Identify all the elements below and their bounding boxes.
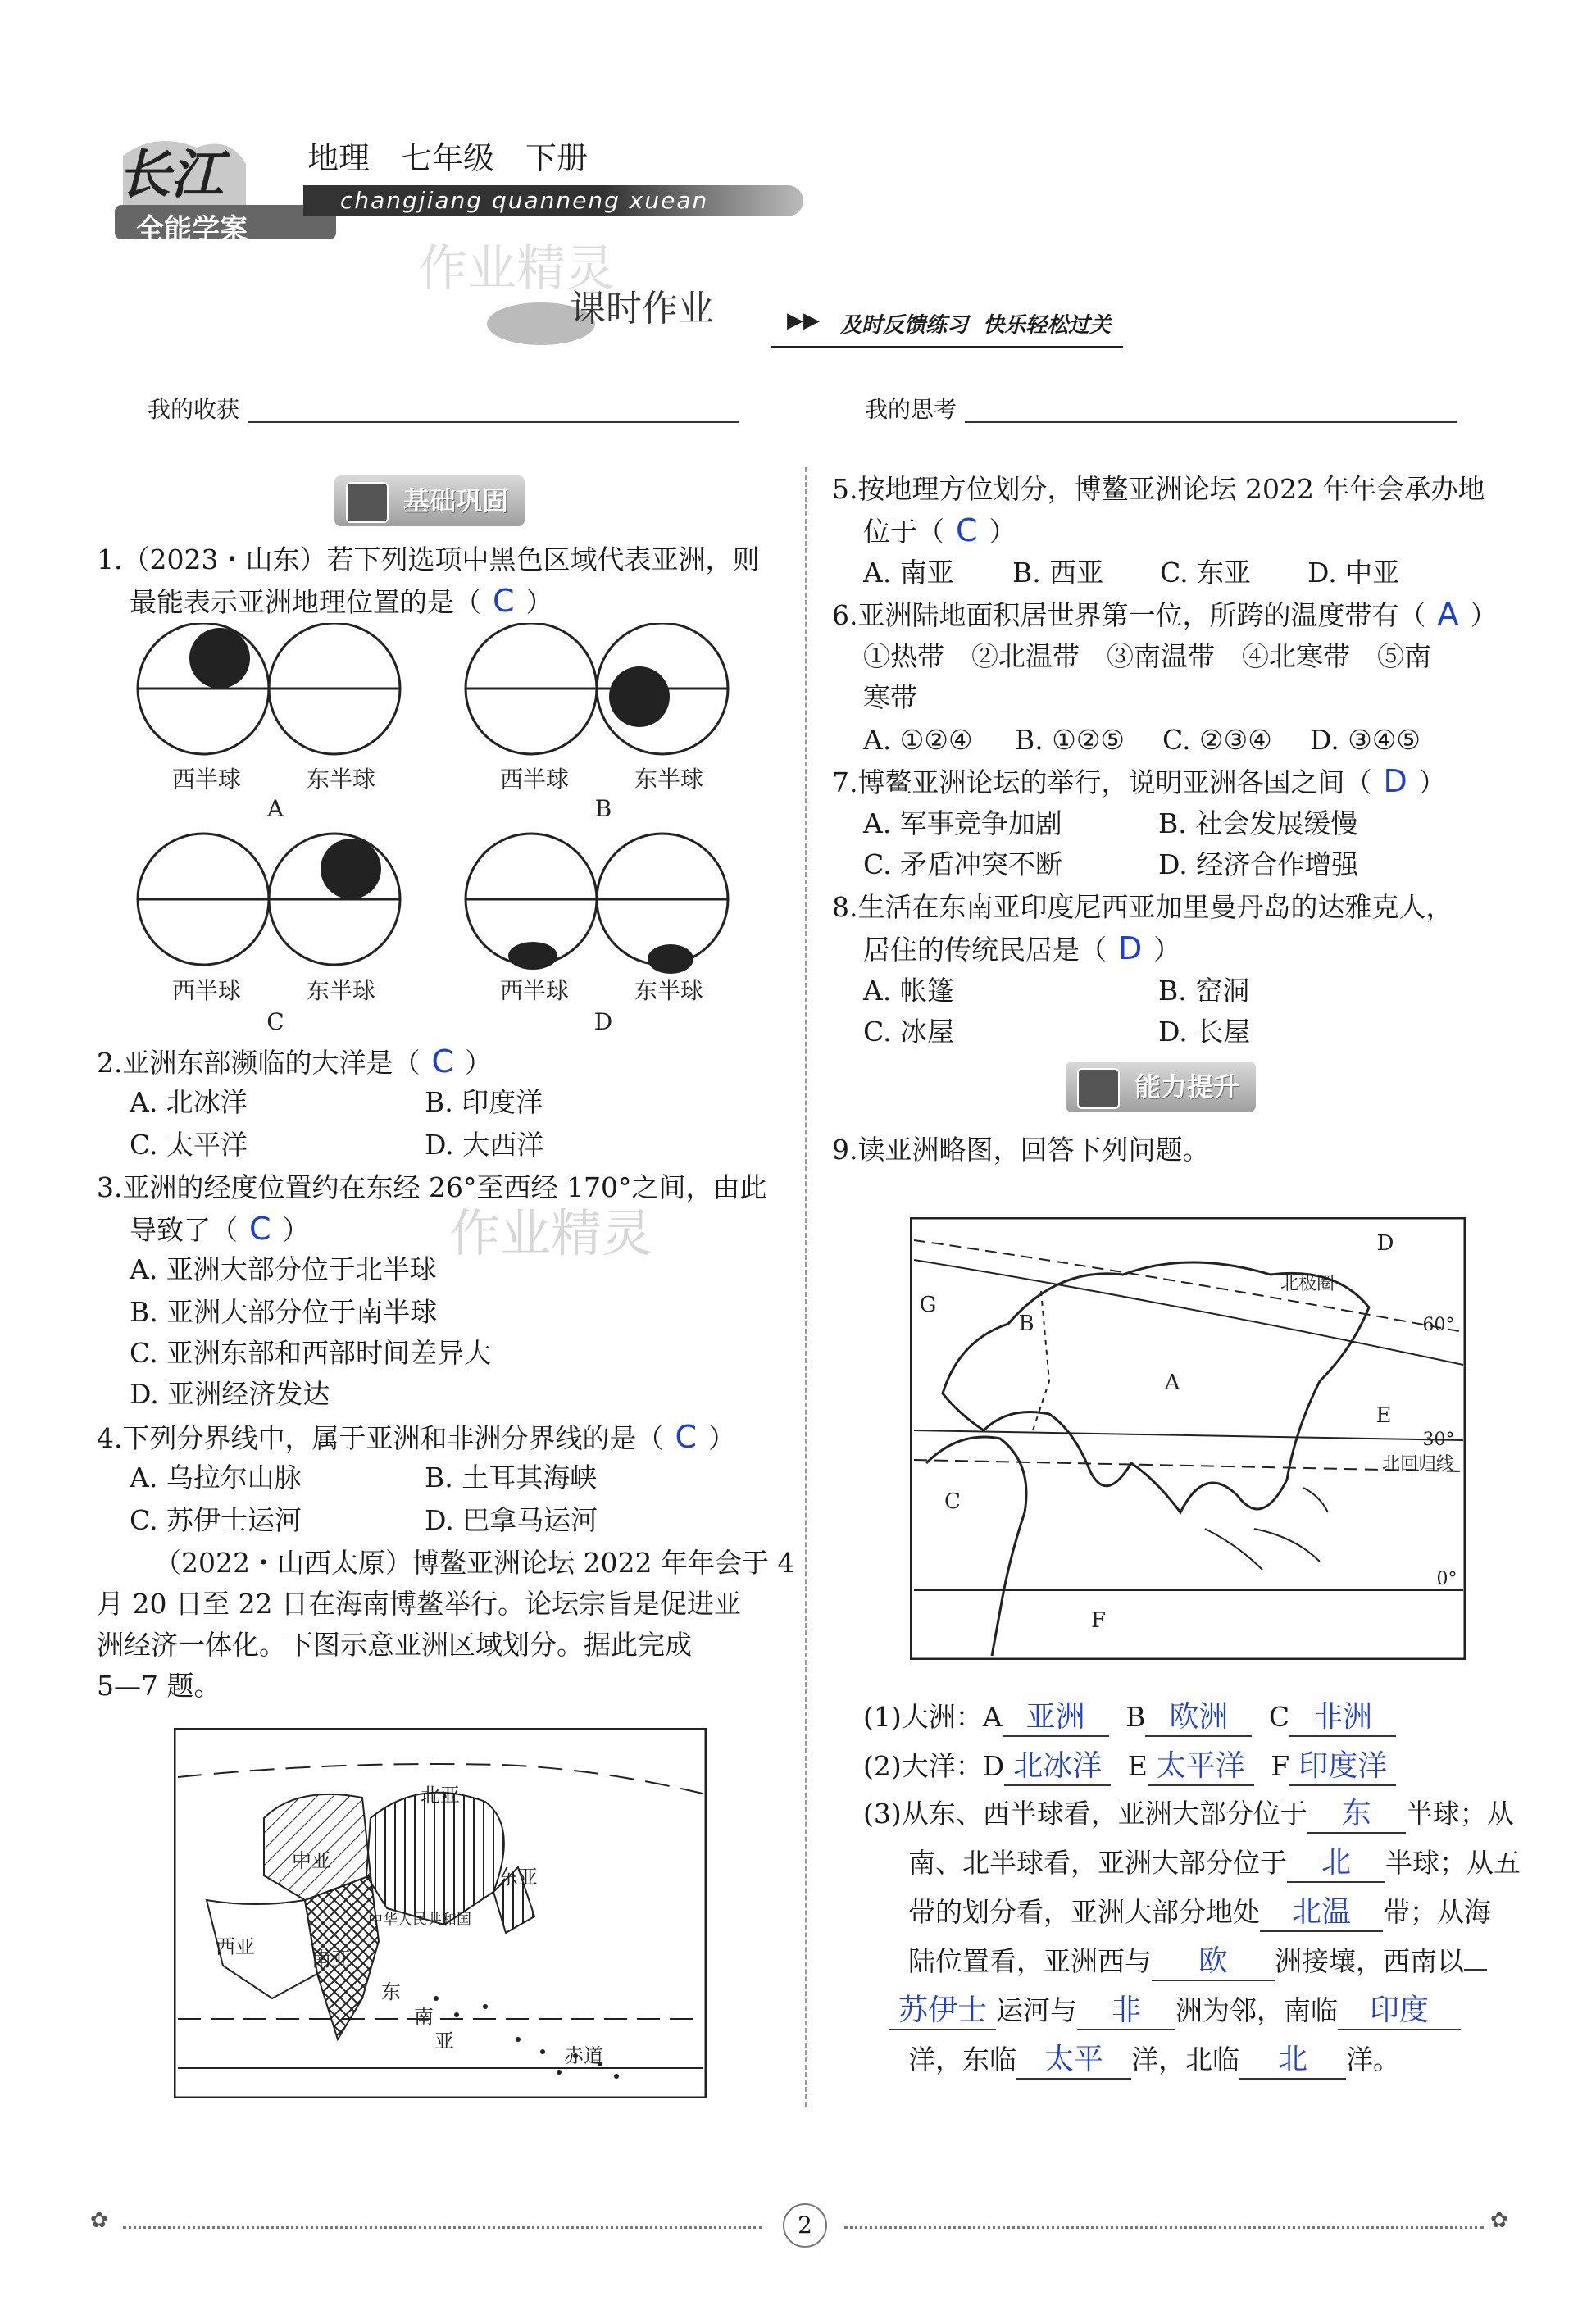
q9-stem: 9.读亚洲略图，回答下列问题。	[832, 1134, 1210, 1166]
map1-label-north-asia: 北亚	[421, 1784, 460, 1807]
footer-dotted-left	[123, 2226, 762, 2229]
q9-blank-south-ocean[interactable]: 印度	[1338, 1993, 1461, 2030]
q9-blank-d[interactable]: 北冰洋	[1004, 1748, 1111, 1786]
q5-option-b: B. 西亚	[1012, 557, 1104, 589]
q3-stem-line2: 导致了（ C ）	[130, 1211, 310, 1247]
q7-answer: D	[1383, 763, 1407, 799]
q8-stem-line2: 居住的传统民居是（ D ）	[863, 930, 1181, 966]
q9-blank-canal[interactable]: 苏伊士	[889, 1993, 996, 2030]
q9-blank-hemisphere-ns[interactable]: 北	[1287, 1845, 1385, 1883]
q1-b-west-label: 西半球	[499, 766, 570, 793]
q2-answer: C	[431, 1043, 454, 1080]
q1-stem-line2: 最能表示亚洲地理位置的是（ C ）	[130, 583, 553, 619]
q9-blank-north-ocean[interactable]: 北	[1239, 2042, 1346, 2080]
section-heading: 课时作业	[570, 288, 714, 330]
q9-blank-neighbor[interactable]: 非	[1077, 1993, 1175, 2030]
q9-part3-line1: (3)从东、西半球看，亚洲大部分位于 东 半球；从	[863, 1794, 1514, 1834]
q9-part3-line2: 南、北半球看，亚洲大部分位于 北 半球；从五	[908, 1843, 1521, 1884]
q1-label-c: C	[266, 1008, 284, 1035]
q9-part3-line6: 洋，东临 太平 洋，北临 北 洋。	[908, 2039, 1400, 2080]
q8-option-a: A. 帐篷	[863, 975, 954, 1007]
subject-title: 地理 七年级 下册	[307, 140, 589, 176]
thinking-label: 我的思考	[865, 396, 957, 423]
slogan: 及时反馈练习 快乐轻松过关	[840, 313, 1112, 338]
map1-label-south-asia: 南亚	[311, 1948, 351, 1971]
map1-label-se3: 亚	[434, 2030, 454, 2053]
harvest-label: 我的收获	[148, 396, 240, 423]
column-divider	[805, 467, 807, 2107]
q1-c-blob	[321, 839, 381, 899]
q7-option-a: A. 军事竞争加剧	[863, 807, 1062, 839]
q2-option-d: D. 大西洋	[425, 1129, 544, 1161]
thinking-field[interactable]	[865, 392, 1463, 425]
q9-part3-line3: 带的划分看，亚洲大部分地处 北温 带；从海	[908, 1892, 1491, 1933]
map2-label-b: B	[1018, 1312, 1034, 1336]
q7-option-b: B. 社会发展缓慢	[1158, 807, 1358, 839]
map2-label-60: 60°	[1422, 1315, 1455, 1335]
intro-line4: 5—7 题。	[97, 1670, 221, 1702]
q9-blank-west-continent[interactable]: 欧	[1152, 1944, 1275, 1981]
q6-option-a: A. ①②④	[863, 724, 973, 756]
intro-line3: 洲经济一体化。下图示意亚洲区域划分。据此完成	[97, 1629, 692, 1661]
q9-part3-line5: 苏伊士 运河与 非 洲为邻，南临 印度	[889, 1990, 1461, 2031]
watermark-mid: 作业精灵	[449, 1203, 653, 1263]
intro-line1: （2022・山西太原）博鳌亚洲论坛 2022 年年会于 4	[154, 1547, 795, 1579]
q1-hemisphere-figures	[131, 623, 771, 1057]
q6-option-d: D. ③④⑤	[1310, 724, 1421, 756]
q9-part2: (2)大洋：D 北冰洋 E 太平洋 F 印度洋	[863, 1746, 1396, 1787]
intro-line2: 月 20 日至 22 日在海南博鳌举行。论坛宗旨是促进亚	[97, 1588, 741, 1620]
clipboard-icon	[1077, 1068, 1120, 1109]
footer-dotted-right	[844, 2226, 1484, 2229]
map2-label-arctic-circle: 北极圈	[1280, 1274, 1335, 1294]
q1-b-east-label: 东半球	[634, 766, 704, 793]
q1-label-b: B	[594, 795, 612, 822]
q3-option-b: B. 亚洲大部分位于南半球	[130, 1296, 438, 1328]
page-number: 2	[783, 2203, 827, 2248]
section-basic: 基础巩固	[334, 475, 525, 526]
q9-part3-line4: 陆位置看，亚洲西与 欧 洲接壤，西南以	[908, 1941, 1487, 1982]
q4-stem: 4.下列分界线中，属于亚洲和非洲分界线的是（ C ）	[97, 1419, 736, 1455]
q6-stem-line3: 寒带	[863, 681, 917, 713]
pinyin-text: changjiang quanneng xuean	[340, 187, 709, 214]
section-ability: 能力提升	[1066, 1062, 1256, 1112]
q9-blank-c[interactable]: 非洲	[1289, 1699, 1396, 1737]
q9-blank-a[interactable]: 亚洲	[1003, 1699, 1109, 1737]
q8-option-d: D. 长屋	[1158, 1016, 1251, 1048]
q6-stem-line1: 6.亚洲陆地面积居世界第一位，所跨的温度带有（ A ）	[832, 596, 1498, 632]
asia-regions-map	[174, 1728, 707, 2098]
map2-label-0: 0°	[1436, 1569, 1457, 1589]
thinking-line	[965, 421, 1457, 423]
map2-label-tropic: 北回归线	[1381, 1454, 1455, 1475]
map2-label-c: C	[944, 1489, 961, 1514]
map1-label-equator: 赤道	[564, 2044, 603, 2067]
q9-blank-zone[interactable]: 北温	[1260, 1894, 1383, 1932]
map1-label-se2: 南	[414, 2005, 434, 2028]
q2-option-a: A. 北冰洋	[130, 1086, 248, 1118]
map1-label-china: 中华人民共和国	[368, 1912, 471, 1929]
heading-underline	[771, 346, 1123, 348]
q5-option-a: A. 南亚	[863, 557, 954, 589]
map2-label-e: E	[1375, 1403, 1392, 1428]
q4-option-c: C. 苏伊士运河	[130, 1504, 302, 1536]
q1-a-blob	[189, 628, 250, 689]
q8-option-b: B. 窑洞	[1158, 975, 1250, 1007]
q4-option-d: D. 巴拿马运河	[425, 1504, 598, 1536]
arrow-icon: ▶▶	[787, 308, 820, 333]
q4-option-a: A. 乌拉尔山脉	[130, 1462, 302, 1493]
notebook-icon	[346, 482, 389, 523]
q1-c-east-label: 东半球	[306, 977, 376, 1004]
q1-d-blob-east	[648, 944, 693, 974]
map1-label-west-asia: 西亚	[216, 1935, 255, 1958]
q1-a-west-label: 西半球	[171, 766, 242, 793]
map1-label-east-asia: 东亚	[498, 1866, 538, 1889]
q9-blank-e[interactable]: 太平洋	[1148, 1748, 1254, 1786]
q1-d-east-label: 东半球	[634, 977, 704, 1004]
q9-blank-b[interactable]: 欧洲	[1145, 1699, 1252, 1737]
q7-option-d: D. 经济合作增强	[1158, 848, 1359, 880]
map2-label-30: 30°	[1422, 1430, 1455, 1450]
q1-label-a: A	[266, 795, 284, 822]
q3-option-a: A. 亚洲大部分位于北半球	[130, 1253, 437, 1285]
q6-option-c: C. ②③④	[1162, 724, 1272, 756]
q8-stem-line1: 8.生活在东南亚印度尼西亚加里曼丹岛的达雅克人，	[832, 891, 1453, 923]
q9-blank-east-ocean[interactable]: 太平	[1016, 2042, 1131, 2080]
q9-blank-f[interactable]: 印度洋	[1289, 1748, 1396, 1786]
q5-stem-line1: 5.按地理方位划分，博鳌亚洲论坛 2022 年年会承办地	[832, 473, 1485, 505]
q2-option-b: B. 印度洋	[425, 1086, 543, 1118]
logo-big-text: 长江	[118, 144, 223, 206]
harvest-line	[248, 421, 739, 423]
q1-d-west-label: 西半球	[499, 977, 570, 1004]
asia-sketch-map	[910, 1217, 1466, 1660]
q2-stem: 2.亚洲东部濒临的大洋是（ C ）	[97, 1043, 493, 1080]
map2-label-d: D	[1376, 1231, 1394, 1256]
q1-d-blob-west	[508, 942, 557, 970]
footer-ornament-left: ✿	[90, 2208, 108, 2233]
q6-option-b: B. ①②⑤	[1015, 724, 1125, 756]
map2-label-f: F	[1090, 1608, 1107, 1633]
logo-sub-text: 全能学案	[136, 213, 248, 246]
q1-a-east-label: 东半球	[306, 766, 376, 793]
header	[107, 115, 1131, 361]
q5-answer: C	[956, 512, 978, 548]
map1-label-central-asia: 中亚	[292, 1849, 331, 1872]
q3-answer: C	[249, 1211, 271, 1247]
q4-answer: C	[675, 1419, 698, 1455]
q1-c-west-label: 西半球	[171, 977, 242, 1004]
q3-option-d: D. 亚洲经济发达	[130, 1378, 330, 1410]
q6-stem-line2: ①热带 ②北温带 ③南温带 ④北寒带 ⑤南	[863, 640, 1431, 672]
q5-stem-line2: 位于（ C ）	[863, 512, 1016, 548]
map2-label-a: A	[1164, 1371, 1180, 1395]
q9-blank-hemisphere-ew[interactable]: 东	[1307, 1796, 1406, 1834]
q6-answer: A	[1437, 596, 1459, 632]
watermark: 作业精灵	[418, 240, 615, 298]
q3-option-c: C. 亚洲东部和西部时间差异大	[130, 1337, 492, 1369]
q4-option-b: B. 土耳其海峡	[425, 1462, 598, 1493]
q7-option-c: C. 矛盾冲突不断	[863, 848, 1063, 880]
q8-answer: D	[1118, 930, 1143, 966]
map1-label-se1: 东	[381, 1980, 401, 2003]
q7-stem: 7.博鳌亚洲论坛的举行，说明亚洲各国之间（ D ）	[832, 763, 1446, 799]
q9-part1: (1)大洲：A 亚洲 B 欧洲 C 非洲	[863, 1697, 1396, 1738]
map2-label-g: G	[919, 1293, 937, 1317]
q3-stem-line1: 3.亚洲的经度位置约在东经 26°至西经 170°之间，由此	[97, 1171, 767, 1203]
q1-stem-line1: 1.（2023・山东）若下列选项中黑色区域代表亚洲，则	[97, 543, 760, 575]
q2-option-c: C. 太平洋	[130, 1129, 248, 1161]
q5-option-d: D. 中亚	[1307, 557, 1400, 589]
q1-label-d: D	[593, 1008, 613, 1035]
q1-answer: C	[493, 583, 515, 619]
q1-b-blob	[609, 666, 670, 727]
q9-trailing-line	[1464, 1969, 1487, 1971]
q8-option-c: C. 冰屋	[863, 1016, 955, 1048]
q5-option-c: C. 东亚	[1160, 557, 1252, 589]
footer	[90, 2203, 1516, 2253]
footer-ornament-right: ✿	[1490, 2208, 1508, 2233]
harvest-field[interactable]	[148, 392, 738, 425]
